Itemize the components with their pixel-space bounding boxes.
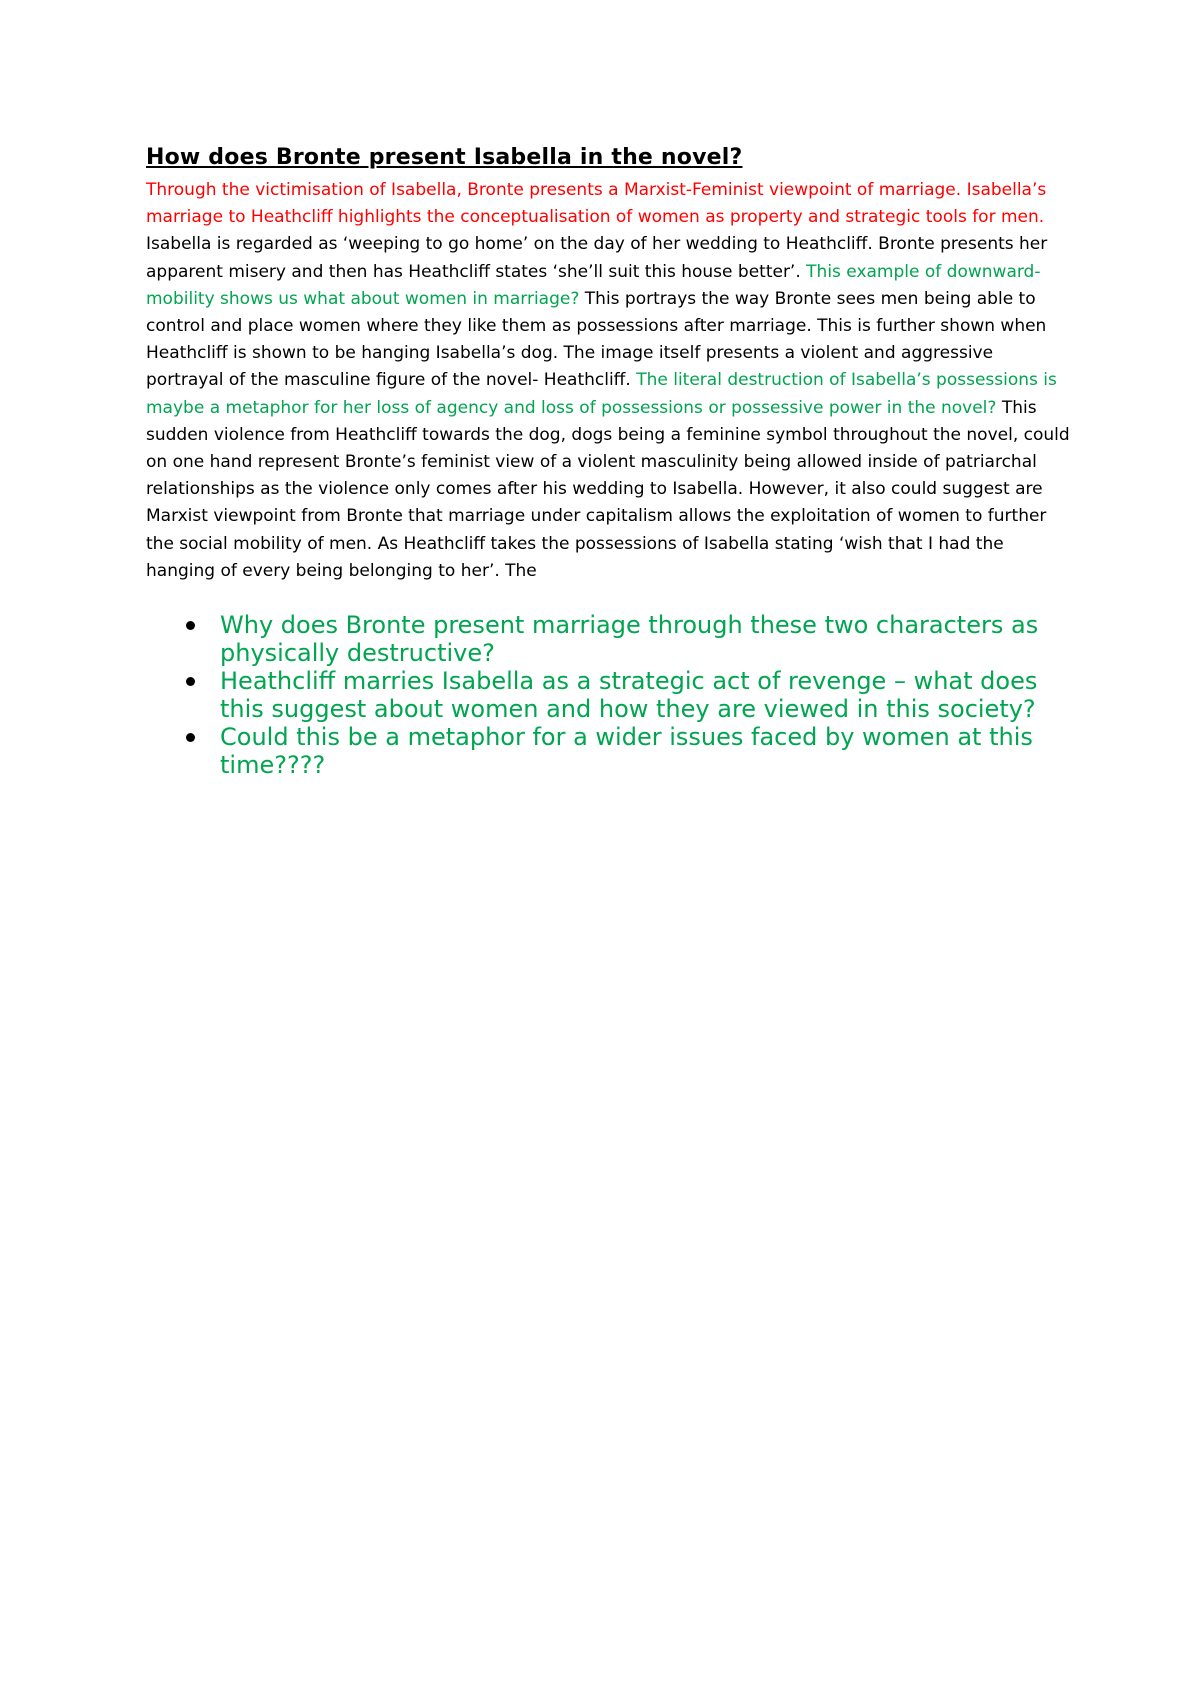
teacher-comment: The literal destruction of Isabella’s possessions is maybe a metaphor for her loss of agency and loss of possessions or possessive power in the novel? — [146, 370, 1057, 418]
question-item — [146, 611, 1071, 667]
question-item — [146, 723, 1071, 779]
question-text: Why does Bronte present marriage through these two characters as physically destructive? — [220, 611, 1039, 668]
bullet-icon — [186, 733, 195, 742]
question-text: Heathcliff marries Isabella as a strategic act of revenge – what does this suggest about women and how they are viewed in this society? — [220, 667, 1038, 724]
question-text: Could this be a metaphor for a wider issues faced by women at this time???? — [220, 723, 1033, 780]
teacher-comment: This example of downward-mobility shows us what about women in marriage? — [146, 261, 1041, 309]
essay-paragraph — [146, 177, 1071, 585]
document-content — [146, 143, 1071, 779]
paragraph-sentence: This sudden violence from Heathcliff towards the dog, dogs being a feminine symbol throughout the novel, could on one hand represent Bronte’s feminist view of a violent masculinity being allowed inside of patriarchal relationships as the violence only comes after his wedding to Isabella. However, it also could suggest are Marxist viewpoint from Bronte that marriage under capitalism allows the exploitation of women to further the social mobility of men. As Heathcliff takes the possessions of Isabella stating ‘wish that I had the hanging of every being belonging to her’. The — [146, 397, 1070, 581]
intro-statement: Through the victimisation of Isabella, Bronte presents a Marxist-Feminist viewpoint of marriage. Isabella’s marriage to Heathcliff highlights the conceptualisation of women as property and strategic tools for men. — [146, 180, 1047, 228]
paragraph-sentence: Isabella is regarded as ‘weeping to go home’ on the day of her wedding to Heathcliff. Bronte presents her apparent misery and then has Heathcliff states ‘she’ll suit this house better’. — [146, 234, 1048, 282]
bullet-icon — [186, 677, 195, 686]
bullet-icon — [186, 621, 195, 630]
question-list — [146, 611, 1071, 779]
paragraph-sentence: This portrays the way Bronte sees men being able to control and place women where they like them as possessions after marriage. This is further shown when Heathcliff is shown to be hanging Isabella’s dog. The image itself presents a violent and aggressive portrayal of the masculine figure of the novel- Heathcliff. — [146, 288, 1047, 391]
question-item — [146, 667, 1071, 723]
document-title: How does Bronte present Isabella in the novel? — [146, 145, 743, 170]
